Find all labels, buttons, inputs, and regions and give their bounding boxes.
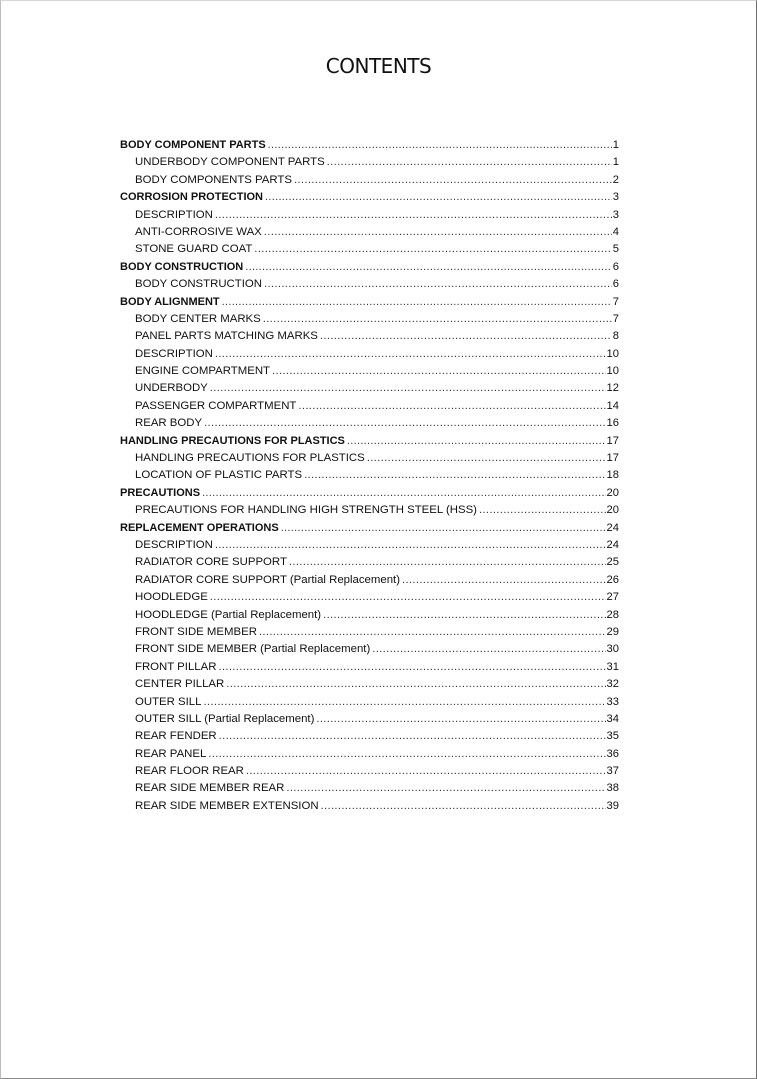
toc-subsection-entry[interactable]	[120, 641, 619, 658]
toc-subsection-entry[interactable]	[120, 624, 619, 641]
toc-entry-page-number: 36	[606, 747, 619, 760]
toc-subsection-entry[interactable]	[120, 711, 619, 728]
dot-leader	[298, 398, 605, 415]
toc-subsection-entry[interactable]	[120, 502, 619, 519]
toc-entry-label: PRECAUTIONS FOR HANDLING HIGH STRENGTH STEEL (HSS)	[135, 504, 477, 517]
toc-entry-label: FRONT PILLAR	[135, 660, 217, 673]
toc-entry-label: REAR FLOOR REAR	[135, 765, 244, 778]
toc-entry-label: REAR FENDER	[135, 730, 217, 743]
toc-section-entry[interactable]	[120, 137, 619, 154]
toc-entry-page-number: 8	[612, 330, 619, 343]
toc-section-entry[interactable]	[120, 485, 619, 502]
toc-entry-label: CORROSION PROTECTION	[120, 191, 264, 204]
toc-entry-page-number: 26	[606, 573, 619, 586]
dot-leader	[215, 537, 606, 554]
toc-entry-page-number: 16	[606, 417, 619, 430]
toc-entry-label: OUTER SILL	[135, 695, 202, 708]
dot-leader	[215, 346, 606, 363]
dot-leader	[304, 467, 605, 484]
toc-entry-page-number: 35	[606, 730, 619, 743]
page-title: CONTENTS	[325, 54, 432, 78]
toc-entry-page-number: 38	[606, 782, 619, 795]
dot-leader	[259, 624, 606, 641]
toc-entry-label: ANTI-CORROSIVE WAX	[135, 225, 262, 238]
toc-entry-label: UNDERBODY	[135, 382, 208, 395]
toc-entry-label: BODY CENTER MARKS	[135, 312, 261, 325]
dot-leader	[402, 572, 606, 589]
toc-entry-label: DESCRIPTION	[135, 208, 213, 221]
toc-entry-page-number: 5	[612, 243, 619, 256]
toc-entry-page-number: 20	[606, 504, 619, 517]
toc-entry-page-number: 14	[606, 399, 619, 412]
toc-entry-page-number: 6	[612, 260, 619, 273]
toc-subsection-entry[interactable]	[120, 607, 619, 624]
toc-entry-label: BODY COMPONENT PARTS	[120, 139, 266, 151]
toc-entry-label: REPLACEMENT OPERATIONS	[120, 521, 279, 534]
toc-subsection-entry[interactable]	[120, 241, 619, 258]
toc-entry-page-number: 10	[606, 347, 619, 360]
dot-leader	[210, 589, 606, 606]
toc-entry-label: RADIATOR CORE SUPPORT	[135, 556, 287, 569]
toc-entry-label: REAR SIDE MEMBER EXTENSION	[135, 799, 319, 812]
toc-entry-page-number: 7	[612, 312, 619, 325]
dot-leader	[286, 780, 605, 797]
toc-entry-page-number: 4	[612, 225, 619, 238]
toc-entry-label: LOCATION OF PLASTIC PARTS	[135, 469, 303, 482]
toc-entry-label: BODY CONSTRUCTION	[120, 260, 244, 273]
toc-entry-page-number: 30	[606, 643, 619, 656]
toc-entry-label: PRECAUTIONS	[120, 486, 201, 499]
dot-leader	[226, 676, 605, 693]
toc-subsection-entry[interactable]	[120, 224, 619, 241]
dot-leader	[479, 502, 606, 519]
dot-leader	[222, 294, 612, 311]
toc-section-entry[interactable]	[120, 294, 619, 311]
dot-leader	[219, 728, 606, 745]
toc-entry-page-number: 10	[606, 365, 619, 378]
toc-subsection-entry[interactable]	[120, 450, 619, 467]
toc-entry-label: HOODLEDGE	[135, 591, 208, 604]
toc-entry-label: HANDLING PRECAUTIONS FOR PLASTICS	[135, 452, 365, 465]
toc-subsection-entry[interactable]	[120, 676, 619, 693]
toc-entry-label: FRONT SIDE MEMBER	[135, 625, 257, 638]
toc-entry-label: BODY ALIGNMENT	[120, 295, 220, 308]
toc-entry-page-number: 18	[606, 469, 619, 482]
dot-leader	[264, 224, 612, 241]
toc-subsection-entry[interactable]	[120, 346, 619, 363]
toc-entry-page-number: 32	[606, 678, 619, 691]
toc-entry-page-number: 17	[606, 452, 619, 465]
toc-entry-page-number: 39	[606, 799, 619, 812]
toc-subsection-entry[interactable]	[120, 276, 619, 293]
dot-leader	[268, 137, 612, 154]
toc-entry-label: PANEL PARTS MATCHING MARKS	[135, 330, 318, 343]
toc-subsection-entry[interactable]	[120, 328, 619, 345]
dot-leader	[254, 241, 611, 258]
toc-entry-page-number: 1	[612, 156, 619, 169]
toc-entry-label: DESCRIPTION	[135, 347, 213, 360]
toc-subsection-entry[interactable]	[120, 311, 619, 328]
toc-entry-page-number: 1	[612, 139, 619, 151]
toc-entry-label: REAR PANEL	[135, 747, 207, 760]
table-of-contents	[120, 137, 619, 815]
toc-entry-page-number: 28	[606, 608, 619, 621]
toc-entry-label: REAR SIDE MEMBER REAR	[135, 782, 285, 795]
toc-subsection-entry[interactable]	[120, 659, 619, 676]
toc-subsection-entry[interactable]	[120, 467, 619, 484]
toc-entry-page-number: 3	[612, 208, 619, 221]
toc-subsection-entry[interactable]	[120, 207, 619, 224]
toc-entry-page-number: 12	[606, 382, 619, 395]
toc-entry-page-number: 3	[612, 191, 619, 204]
toc-section-entry[interactable]	[120, 433, 619, 450]
toc-subsection-entry[interactable]	[120, 398, 619, 415]
dot-leader	[246, 763, 606, 780]
toc-entry-label: HANDLING PRECAUTIONS FOR PLASTICS	[120, 434, 345, 447]
toc-entry-label: FRONT SIDE MEMBER (Partial Replacement)	[135, 643, 371, 656]
toc-subsection-entry[interactable]	[120, 172, 619, 189]
toc-entry-label: PASSENGER COMPARTMENT	[135, 399, 297, 412]
toc-subsection-entry[interactable]	[120, 380, 619, 397]
dot-leader	[320, 328, 612, 345]
toc-section-entry[interactable]	[120, 259, 619, 276]
toc-subsection-entry[interactable]	[120, 363, 619, 380]
toc-entry-page-number: 34	[606, 712, 619, 725]
toc-subsection-entry[interactable]	[120, 415, 619, 432]
dot-leader	[294, 172, 612, 189]
toc-subsection-entry[interactable]	[120, 728, 619, 745]
toc-entry-page-number: 2	[612, 173, 619, 186]
dot-leader	[272, 363, 606, 380]
dot-leader	[372, 641, 605, 658]
toc-entry-label: CENTER PILLAR	[135, 678, 225, 691]
dot-leader	[281, 520, 606, 537]
dot-leader	[264, 276, 612, 293]
dot-leader	[218, 659, 605, 676]
toc-entry-label: ENGINE COMPARTMENT	[135, 365, 271, 378]
toc-subsection-entry[interactable]	[120, 780, 619, 797]
dot-leader	[316, 711, 605, 728]
dot-leader	[347, 433, 606, 450]
dot-leader	[245, 259, 612, 276]
dot-leader	[367, 450, 606, 467]
dot-leader	[204, 415, 605, 432]
dot-leader	[208, 746, 605, 763]
dot-leader	[321, 798, 606, 815]
dot-leader	[203, 694, 605, 711]
toc-section-entry[interactable]	[120, 189, 619, 206]
toc-subsection-entry[interactable]	[120, 554, 619, 571]
toc-entry-page-number: 33	[606, 695, 619, 708]
toc-subsection-entry[interactable]	[120, 572, 619, 589]
dot-leader	[202, 485, 605, 502]
toc-entry-page-number: 17	[606, 434, 619, 447]
toc-entry-page-number: 31	[606, 660, 619, 673]
toc-section-entry[interactable]	[120, 520, 619, 537]
toc-entry-label: BODY COMPONENTS PARTS	[135, 173, 292, 186]
toc-subsection-entry[interactable]	[120, 798, 619, 815]
toc-entry-page-number: 29	[606, 625, 619, 638]
toc-entry-label: DESCRIPTION	[135, 538, 213, 551]
toc-entry-label: RADIATOR CORE SUPPORT (Partial Replacement)	[135, 573, 401, 586]
dot-leader	[215, 207, 612, 224]
toc-entry-page-number: 37	[606, 765, 619, 778]
toc-subsection-entry[interactable]	[120, 537, 619, 554]
toc-entry-page-number: 24	[606, 538, 619, 551]
toc-entry-page-number: 20	[606, 486, 619, 499]
toc-entry-label: OUTER SILL (Partial Replacement)	[135, 712, 315, 725]
toc-entry-page-number: 24	[606, 521, 619, 534]
toc-entry-page-number: 6	[612, 278, 619, 291]
toc-subsection-entry[interactable]	[120, 763, 619, 780]
dot-leader	[265, 189, 612, 206]
toc-entry-label: UNDERBODY COMPONENT PARTS	[135, 156, 325, 169]
dot-leader	[327, 154, 612, 171]
toc-entry-label: BODY CONSTRUCTION	[135, 278, 262, 291]
toc-subsection-entry[interactable]	[120, 746, 619, 763]
toc-subsection-entry[interactable]	[120, 154, 619, 171]
dot-leader	[289, 554, 606, 571]
toc-entry-page-number: 7	[612, 295, 619, 308]
toc-entry-label: STONE GUARD COAT	[135, 243, 253, 256]
toc-subsection-entry[interactable]	[120, 589, 619, 606]
dot-leader	[210, 380, 606, 397]
toc-entry-label: HOODLEDGE (Partial Replacement)	[135, 608, 322, 621]
toc-entry-page-number: 27	[606, 591, 619, 604]
toc-entry-label: REAR BODY	[135, 417, 203, 430]
toc-entry-page-number: 25	[606, 556, 619, 569]
toc-subsection-entry[interactable]	[120, 694, 619, 711]
dot-leader	[263, 311, 612, 328]
dot-leader	[323, 607, 605, 624]
